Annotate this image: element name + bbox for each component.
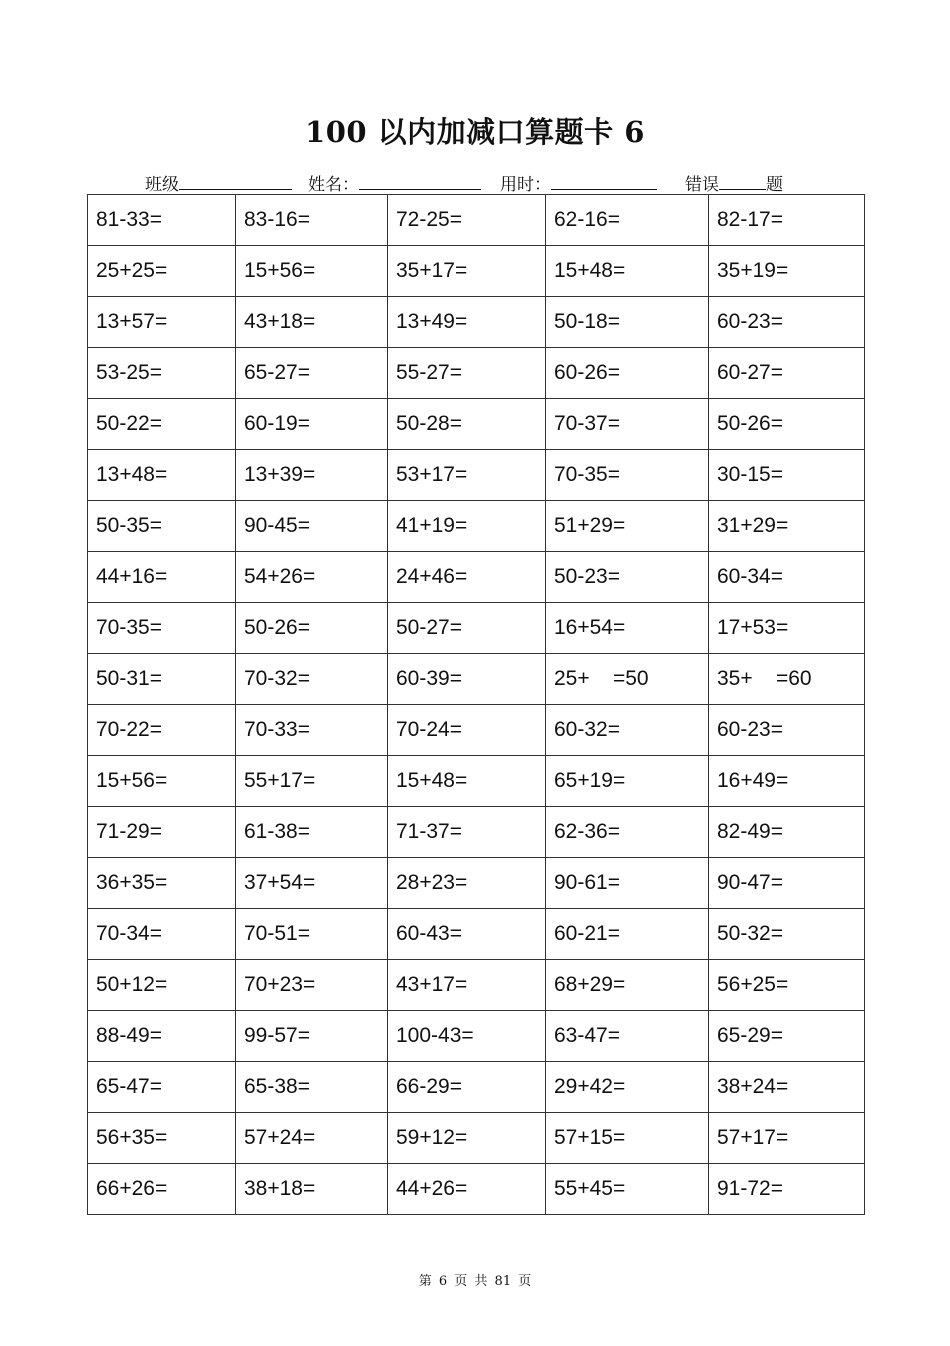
table-row xyxy=(88,909,865,960)
problem-cell[interactable]: 31+29= xyxy=(709,501,865,552)
problem-cell[interactable]: 57+24= xyxy=(236,1113,388,1164)
problem-cell[interactable]: 70-32= xyxy=(236,654,388,705)
problem-cell[interactable]: 60-39= xyxy=(388,654,546,705)
table-row xyxy=(88,246,865,297)
problem-cell[interactable]: 38+18= xyxy=(236,1164,388,1215)
problem-cell[interactable]: 50-26= xyxy=(709,399,865,450)
problem-cell[interactable]: 60-23= xyxy=(709,297,865,348)
problem-cell[interactable]: 35+17= xyxy=(388,246,546,297)
problem-cell[interactable]: 91-72= xyxy=(709,1164,865,1215)
page-footer: 第 6 页 共 81 页 xyxy=(418,1274,532,1289)
problem-cell[interactable]: 66+26= xyxy=(88,1164,236,1215)
problem-cell[interactable]: 29+42= xyxy=(546,1062,709,1113)
problem-cell[interactable]: 63-47= xyxy=(546,1011,709,1062)
problem-cell[interactable]: 55+17= xyxy=(236,756,388,807)
time-label: 用时： xyxy=(500,175,551,195)
problem-cell[interactable]: 71-37= xyxy=(388,807,546,858)
problem-cell[interactable]: 90-47= xyxy=(709,858,865,909)
problem-cell[interactable]: 65-47= xyxy=(88,1062,236,1113)
table-row xyxy=(88,654,865,705)
problem-cell[interactable]: 51+29= xyxy=(546,501,709,552)
problem-cell[interactable]: 50-27= xyxy=(388,603,546,654)
problem-cell[interactable]: 28+23= xyxy=(388,858,546,909)
problem-cell[interactable]: 13+48= xyxy=(88,450,236,501)
problem-cell[interactable]: 35+19= xyxy=(709,246,865,297)
problem-cell[interactable]: 100-43= xyxy=(388,1011,546,1062)
problem-cell[interactable]: 68+29= xyxy=(546,960,709,1011)
problem-cell[interactable]: 72-25= xyxy=(388,195,546,246)
problem-cell[interactable]: 88-49= xyxy=(88,1011,236,1062)
problem-cell[interactable]: 62-36= xyxy=(546,807,709,858)
problem-cell[interactable]: 15+56= xyxy=(236,246,388,297)
problem-cell[interactable]: 13+49= xyxy=(388,297,546,348)
table-row xyxy=(88,195,865,246)
problem-cell[interactable]: 50-31= xyxy=(88,654,236,705)
problem-cell[interactable]: 60-26= xyxy=(546,348,709,399)
problem-cell[interactable]: 90-61= xyxy=(546,858,709,909)
table-row xyxy=(88,756,865,807)
table-row xyxy=(88,399,865,450)
problem-cell[interactable]: 60-23= xyxy=(709,705,865,756)
problem-cell[interactable]: 50-28= xyxy=(388,399,546,450)
table-row xyxy=(88,1164,865,1215)
problem-cell[interactable]: 30-15= xyxy=(709,450,865,501)
problem-cell[interactable]: 44+26= xyxy=(388,1164,546,1215)
problem-cell[interactable]: 61-38= xyxy=(236,807,388,858)
problem-cell[interactable]: 70-22= xyxy=(88,705,236,756)
problem-cell[interactable]: 65+19= xyxy=(546,756,709,807)
problem-cell[interactable]: 15+48= xyxy=(388,756,546,807)
problem-cell[interactable]: 65-38= xyxy=(236,1062,388,1113)
problem-cell[interactable]: 25+25= xyxy=(88,246,236,297)
problem-cell[interactable]: 71-29= xyxy=(88,807,236,858)
table-row xyxy=(88,960,865,1011)
problem-cell[interactable]: 35+ =60 xyxy=(709,654,865,705)
problem-cell[interactable]: 70-35= xyxy=(546,450,709,501)
info-line-error xyxy=(685,170,783,194)
error-label: 错误 xyxy=(685,175,719,195)
problem-cell[interactable]: 16+54= xyxy=(546,603,709,654)
problem-cell[interactable]: 24+46= xyxy=(388,552,546,603)
problem-cell[interactable]: 54+26= xyxy=(236,552,388,603)
problem-cell[interactable]: 16+49= xyxy=(709,756,865,807)
class-label: 班级 xyxy=(145,175,179,195)
problem-cell[interactable]: 50+12= xyxy=(88,960,236,1011)
problem-cell[interactable]: 57+17= xyxy=(709,1113,865,1164)
problem-cell[interactable]: 81-33= xyxy=(88,195,236,246)
problem-cell[interactable]: 60-21= xyxy=(546,909,709,960)
info-line-name xyxy=(308,170,481,194)
problem-cell[interactable]: 62-16= xyxy=(546,195,709,246)
problem-cell[interactable]: 59+12= xyxy=(388,1113,546,1164)
problem-cell[interactable]: 55+45= xyxy=(546,1164,709,1215)
problem-cell[interactable]: 70-35= xyxy=(88,603,236,654)
error-suffix: 题 xyxy=(766,175,783,195)
table-row xyxy=(88,552,865,603)
problem-cell[interactable]: 83-16= xyxy=(236,195,388,246)
problem-cell[interactable]: 56+25= xyxy=(709,960,865,1011)
problem-cell[interactable]: 17+53= xyxy=(709,603,865,654)
problem-cell[interactable]: 65-27= xyxy=(236,348,388,399)
problem-cell[interactable]: 43+17= xyxy=(388,960,546,1011)
problem-cell[interactable]: 65-29= xyxy=(709,1011,865,1062)
problem-cell[interactable]: 55-27= xyxy=(388,348,546,399)
problem-cell[interactable]: 70-51= xyxy=(236,909,388,960)
problem-cell[interactable]: 70-33= xyxy=(236,705,388,756)
time-blank[interactable] xyxy=(551,172,657,190)
problem-cell[interactable]: 50-35= xyxy=(88,501,236,552)
problem-cell[interactable]: 44+16= xyxy=(88,552,236,603)
problem-cell[interactable]: 60-32= xyxy=(546,705,709,756)
problem-cell[interactable]: 50-22= xyxy=(88,399,236,450)
problem-cell[interactable]: 82-49= xyxy=(709,807,865,858)
problem-cell[interactable]: 15+56= xyxy=(88,756,236,807)
problem-cell[interactable]: 82-17= xyxy=(709,195,865,246)
problem-cell[interactable]: 25+ =50 xyxy=(546,654,709,705)
problem-table xyxy=(87,194,865,1215)
table-row xyxy=(88,858,865,909)
problem-cell[interactable]: 60-43= xyxy=(388,909,546,960)
problem-cell[interactable]: 70-34= xyxy=(88,909,236,960)
info-line xyxy=(145,170,292,194)
problem-cell[interactable]: 90-45= xyxy=(236,501,388,552)
problem-cell[interactable]: 56+35= xyxy=(88,1113,236,1164)
problem-cell[interactable]: 43+18= xyxy=(236,297,388,348)
problem-cell[interactable]: 70-24= xyxy=(388,705,546,756)
problem-cell[interactable]: 36+35= xyxy=(88,858,236,909)
problem-cell[interactable]: 50-23= xyxy=(546,552,709,603)
page-title: 100 以内加减口算题卡 6 xyxy=(305,115,645,149)
class-blank[interactable] xyxy=(179,172,292,190)
problem-cell[interactable]: 53-25= xyxy=(88,348,236,399)
problem-cell[interactable]: 53+17= xyxy=(388,450,546,501)
name-blank[interactable] xyxy=(359,172,481,190)
table-row xyxy=(88,705,865,756)
table-row xyxy=(88,807,865,858)
problem-cell[interactable]: 70-37= xyxy=(546,399,709,450)
table-row xyxy=(88,297,865,348)
problem-cell[interactable]: 41+19= xyxy=(388,501,546,552)
problem-cell[interactable]: 57+15= xyxy=(546,1113,709,1164)
table-row xyxy=(88,1113,865,1164)
problem-cell[interactable]: 13+57= xyxy=(88,297,236,348)
problem-cell[interactable]: 13+39= xyxy=(236,450,388,501)
table-row xyxy=(88,1011,865,1062)
error-blank[interactable] xyxy=(719,172,766,190)
problem-cell[interactable]: 60-19= xyxy=(236,399,388,450)
table-row xyxy=(88,501,865,552)
info-line-time xyxy=(500,170,657,194)
table-row xyxy=(88,450,865,501)
problem-cell[interactable]: 60-34= xyxy=(709,552,865,603)
table-row xyxy=(88,1062,865,1113)
problem-cell[interactable]: 60-27= xyxy=(709,348,865,399)
problem-cell[interactable]: 70+23= xyxy=(236,960,388,1011)
problem-cell[interactable]: 38+24= xyxy=(709,1062,865,1113)
problem-cell[interactable]: 99-57= xyxy=(236,1011,388,1062)
problem-cell[interactable]: 37+54= xyxy=(236,858,388,909)
name-label: 姓名： xyxy=(308,175,359,195)
table-row xyxy=(88,348,865,399)
problem-cell[interactable]: 50-18= xyxy=(546,297,709,348)
table-row xyxy=(88,603,865,654)
problem-cell[interactable]: 66-29= xyxy=(388,1062,546,1113)
problem-cell[interactable]: 50-26= xyxy=(236,603,388,654)
problem-cell[interactable]: 50-32= xyxy=(709,909,865,960)
problem-cell[interactable]: 15+48= xyxy=(546,246,709,297)
